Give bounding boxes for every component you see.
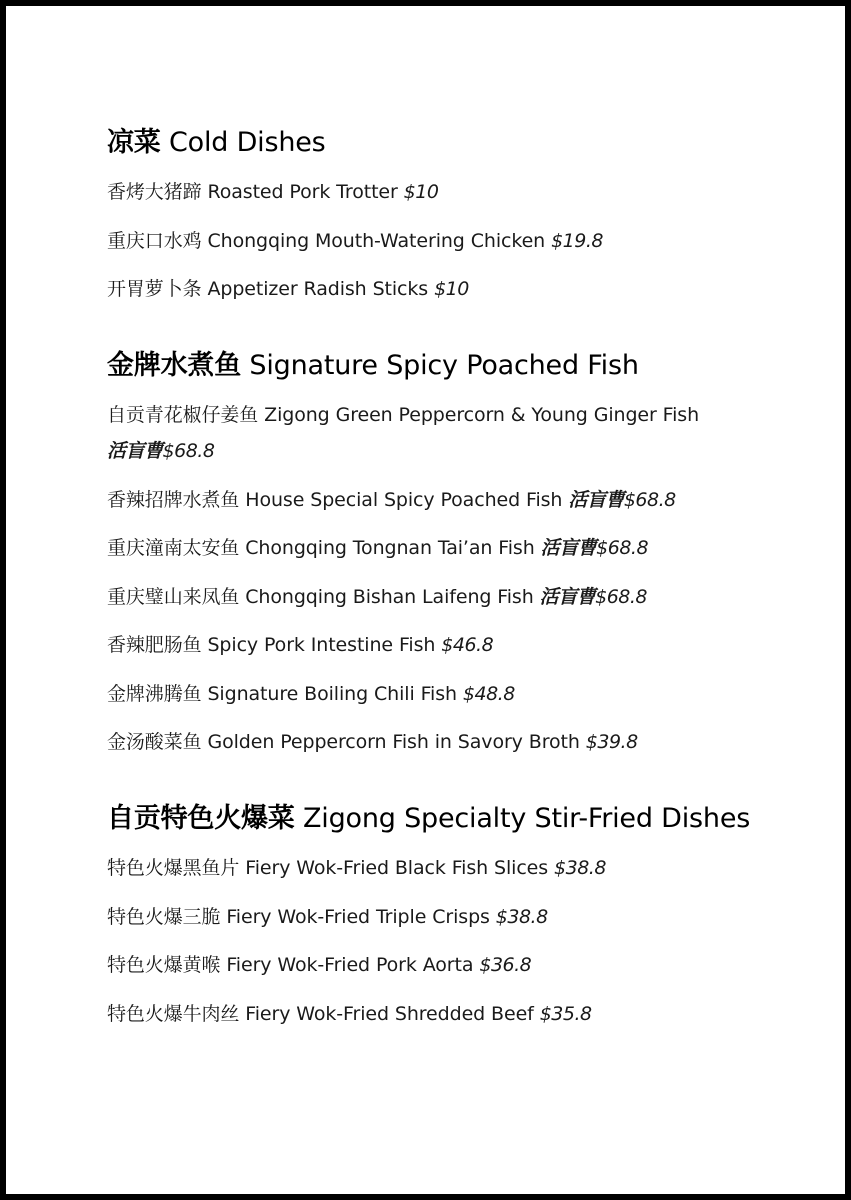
dish-name-zh: 开胃萝卜条 (107, 278, 202, 300)
dish-name-en: Spicy Pork Intestine Fish (207, 634, 436, 656)
dish-name-zh: 特色火爆黄喉 (107, 954, 221, 976)
dish-tag: 活盲曹 (539, 585, 596, 608)
menu-content (107, 124, 797, 1044)
dish-item (107, 271, 797, 307)
dish-name-en: Fiery Wok-Fried Black Fish Slices (245, 857, 549, 879)
dish-price: $38.8 (495, 905, 548, 928)
dish-name-en: Zigong Green Peppercorn & Young Ginger Fish (264, 404, 700, 426)
dish-price-value: $68.8 (623, 488, 676, 511)
dish-name-en: Chongqing Mouth-Watering Chicken (207, 229, 546, 252)
section-signature-fish (107, 347, 797, 760)
dish-name-en: Fiery Wok-Fried Shredded Beef (245, 1002, 534, 1025)
dish-item (107, 724, 797, 760)
dish-item (107, 627, 797, 663)
dish-item (107, 174, 797, 210)
dish-tag: 活盲曹 (568, 488, 624, 511)
section-stir-fried (107, 800, 797, 1032)
dish-price: $10 (403, 181, 439, 203)
dish-item (107, 397, 797, 469)
dish-tag: 活盲曹 (107, 440, 163, 462)
dish-name-en: Appetizer Radish Sticks (207, 278, 429, 300)
dish-price-value: $68.8 (595, 585, 648, 608)
section-title-zh: 凉菜 (107, 127, 161, 158)
dish-item (107, 850, 797, 886)
dish-price: $36.8 (479, 954, 532, 976)
dish-name-en: Fiery Wok-Fried Triple Crisps (226, 905, 490, 928)
dish-list (107, 850, 797, 1032)
dish-price: $46.8 (441, 634, 494, 656)
section-title-zh: 金牌水煮鱼 (107, 350, 241, 381)
dish-name-en: Roasted Pork Trotter (207, 181, 398, 203)
dish-item (107, 530, 797, 566)
dish-name-zh: 重庆口水鸡 (107, 229, 202, 252)
dish-price (568, 489, 675, 511)
dish-price-value: $68.8 (596, 537, 649, 559)
dish-item (107, 996, 797, 1032)
dish-item (107, 482, 797, 518)
dish-price: $39.8 (585, 731, 638, 753)
dish-name-en: Golden Peppercorn Fish in Savory Broth (207, 731, 580, 753)
dish-name-zh: 重庆璧山来凤鱼 (107, 585, 240, 608)
dish-price: $10 (434, 278, 469, 300)
dish-item (107, 947, 797, 983)
dish-item (107, 899, 797, 935)
dish-name-en: House Special Spicy Poached Fish (245, 488, 563, 511)
dish-name-en: Signature Boiling Chili Fish (207, 682, 457, 705)
dish-price-value: $68.8 (162, 440, 215, 462)
dish-name-zh: 重庆潼南太安鱼 (107, 537, 240, 559)
dish-price: $35.8 (539, 1002, 592, 1025)
section-title-en: Cold Dishes (169, 127, 326, 158)
section-title-zh: 自贡特色火爆菜 (107, 803, 295, 834)
dish-name-zh: 特色火爆黑鱼片 (107, 857, 240, 879)
dish-name-en: Fiery Wok-Fried Pork Aorta (226, 954, 474, 976)
dish-tag: 活盲曹 (540, 537, 597, 559)
dish-price: $48.8 (462, 682, 515, 705)
dish-price (540, 586, 647, 608)
dish-item (107, 676, 797, 712)
dish-name-en: Chongqing Bishan Laifeng Fish (245, 585, 534, 608)
section-title (107, 124, 797, 162)
section-title-en: Zigong Specialty Stir-Fried Dishes (303, 803, 751, 834)
dish-price: $19.8 (551, 229, 603, 252)
dish-name-zh: 香烤大猪蹄 (107, 181, 202, 203)
dish-name-zh: 金牌沸腾鱼 (107, 682, 202, 705)
dish-price (541, 537, 648, 559)
dish-name-en: Chongqing Tongnan Tai’an Fish (245, 537, 535, 559)
section-title (107, 800, 797, 838)
section-title (107, 347, 797, 385)
dish-name-zh: 香辣招牌水煮鱼 (107, 488, 240, 511)
dish-item (107, 223, 797, 259)
dish-name-zh: 特色火爆牛肉丝 (107, 1002, 240, 1025)
menu-page (6, 6, 845, 1194)
section-title-en: Signature Spicy Poached Fish (249, 350, 639, 381)
dish-name-zh: 自贡青花椒仔姜鱼 (107, 404, 259, 426)
dish-item (107, 579, 797, 615)
dish-name-zh: 特色火爆三脆 (107, 905, 221, 928)
dish-name-zh: 金汤酸菜鱼 (107, 731, 202, 753)
dish-price: $38.8 (554, 857, 606, 879)
dish-list (107, 397, 797, 760)
dish-list (107, 174, 797, 307)
section-cold-dishes (107, 124, 797, 307)
dish-name-zh: 香辣肥肠鱼 (107, 634, 202, 656)
dish-price (107, 440, 214, 462)
